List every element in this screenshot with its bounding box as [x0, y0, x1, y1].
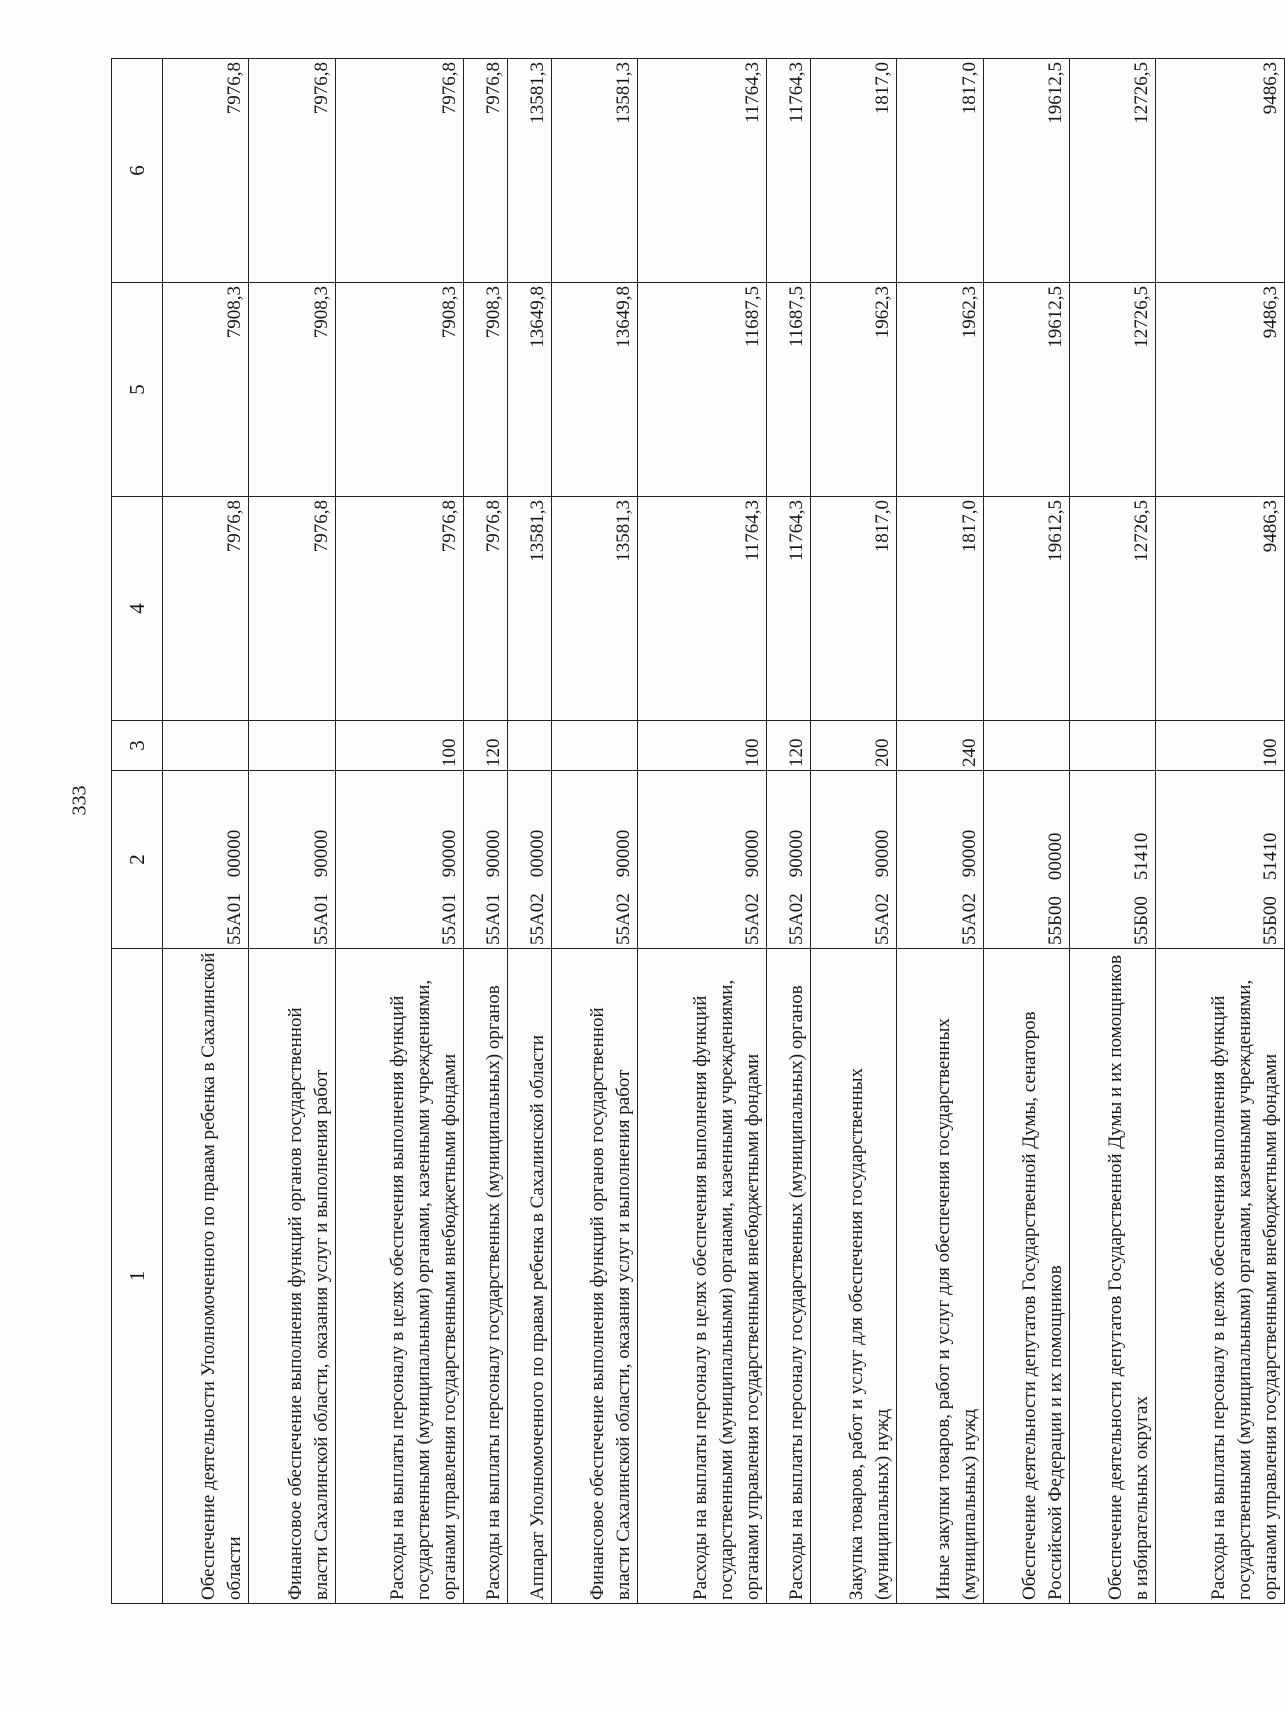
expense-type-code: 120 [464, 721, 508, 771]
amount-col6: 19612,5 [983, 59, 1069, 283]
column-header: 3 [112, 721, 163, 771]
table-row [983, 59, 1069, 1604]
amount-col4: 1817,0 [811, 497, 897, 721]
expense-type-code: 100 [1156, 721, 1285, 771]
target-article-code [638, 771, 767, 949]
code-direction-part: 90000 [786, 829, 808, 878]
amount-col4: 7976,8 [163, 497, 249, 721]
table-row [767, 59, 811, 1604]
code-program-part: 55А02 [613, 893, 635, 945]
table-header-row [112, 59, 163, 1604]
amount-col6: 1817,0 [897, 59, 983, 283]
code-program-part: 55А02 [786, 893, 808, 945]
column-header: 4 [112, 497, 163, 721]
amount-col4: 19612,5 [983, 497, 1069, 721]
amount-col4: 7976,8 [464, 497, 508, 721]
row-name: Расходы на выплаты персоналу в целях обеспечения выполнения функций государственными (муниципальными) органами, казенными учреждениями, органами управления государственными внебюджетными фондами [638, 949, 767, 1604]
expense-type-code: 100 [638, 721, 767, 771]
table-row [335, 59, 464, 1604]
amount-col6: 7976,8 [335, 59, 464, 283]
target-article-code [508, 771, 552, 949]
amount-col5: 1962,3 [897, 283, 983, 497]
expense-type-code [508, 721, 552, 771]
code-direction-part: 90000 [310, 829, 332, 878]
amount-col5: 7908,3 [163, 283, 249, 497]
expense-type-code [163, 721, 249, 771]
expense-type-code: 240 [897, 721, 983, 771]
amount-col4: 12726,5 [1069, 497, 1155, 721]
table-row [638, 59, 767, 1604]
amount-col6: 11764,3 [767, 59, 811, 283]
code-program-part: 55А01 [224, 893, 246, 945]
table-row [811, 59, 897, 1604]
expense-type-code: 200 [811, 721, 897, 771]
row-name: Финансовое обеспечение выполнения функций органов государственной власти Сахалинской области, оказания услуг и выполнения работ [552, 949, 638, 1604]
row-name: Иные закупки товаров, работ и услуг для обеспечения государственных (муниципальных) нужд [897, 949, 983, 1604]
amount-col4: 9486,3 [1156, 497, 1285, 721]
row-name: Аппарат Уполномоченного по правам ребенка в Сахалинской области [508, 949, 552, 1604]
row-name: Закупка товаров, работ и услуг для обеспечения государственных (муниципальных) нужд [811, 949, 897, 1604]
target-article-code [552, 771, 638, 949]
code-direction-part: 00000 [224, 829, 246, 878]
row-name: Расходы на выплаты персоналу государственных (муниципальных) органов [767, 949, 811, 1604]
code-program-part: 55А02 [527, 893, 549, 945]
amount-col5: 9486,3 [1156, 283, 1285, 497]
target-article-code [1069, 771, 1155, 949]
amount-col5: 7908,3 [464, 283, 508, 497]
column-header: 6 [112, 59, 163, 283]
target-article-code [335, 771, 464, 949]
row-name: Расходы на выплаты персоналу государственных (муниципальных) органов [464, 949, 508, 1604]
code-program-part: 55А01 [310, 893, 332, 945]
amount-col6: 13581,3 [508, 59, 552, 283]
amount-col5: 13649,8 [508, 283, 552, 497]
amount-col5: 19612,5 [983, 283, 1069, 497]
code-program-part: 55А01 [439, 893, 461, 945]
amount-col4: 13581,3 [552, 497, 638, 721]
table-row [897, 59, 983, 1604]
code-direction-part: 51410 [1131, 832, 1153, 881]
target-article-code [897, 771, 983, 949]
amount-col5: 12726,5 [1069, 283, 1155, 497]
amount-col6: 7976,8 [249, 59, 335, 283]
row-name: Обеспечение деятельности депутатов Государственной Думы, сенаторов Российской Федерации и их помощников [983, 949, 1069, 1604]
code-direction-part: 90000 [613, 829, 635, 878]
amount-col6: 1817,0 [811, 59, 897, 283]
amount-col4: 7976,8 [335, 497, 464, 721]
row-name: Финансовое обеспечение выполнения функций органов государственной власти Сахалинской области, оказания услуг и выполнения работ [249, 949, 335, 1604]
code-direction-part: 90000 [742, 829, 764, 878]
amount-col6: 7976,8 [464, 59, 508, 283]
code-direction-part: 90000 [483, 829, 505, 878]
code-program-part: 55А02 [958, 893, 980, 945]
target-article-code [1156, 771, 1285, 949]
code-direction-part: 90000 [958, 829, 980, 878]
amount-col6: 9486,3 [1156, 59, 1285, 283]
table-row [163, 59, 249, 1604]
expense-type-code: 100 [335, 721, 464, 771]
rotated-page-content [111, 59, 1285, 1604]
code-direction-part: 90000 [439, 829, 461, 878]
expense-type-code [249, 721, 335, 771]
amount-col5: 11687,5 [638, 283, 767, 497]
row-name: Обеспечение деятельности Уполномоченного по правам ребенка в Сахалинской области [163, 949, 249, 1604]
amount-col6: 11764,3 [638, 59, 767, 283]
target-article-code [811, 771, 897, 949]
code-program-part: 55А02 [742, 893, 764, 945]
target-article-code [163, 771, 249, 949]
column-header: 5 [112, 283, 163, 497]
row-name: Расходы на выплаты персоналу в целях обеспечения выполнения функций государственными (муниципальными) органами, казенными учреждениями, органами управления государственными внебюджетными фондами [335, 949, 464, 1604]
table-row [464, 59, 508, 1604]
expense-type-code [983, 721, 1069, 771]
code-direction-part: 00000 [527, 829, 549, 878]
amount-col4: 7976,8 [249, 497, 335, 721]
code-direction-part: 51410 [1260, 832, 1281, 881]
target-article-code [767, 771, 811, 949]
column-header: 1 [112, 949, 163, 1604]
amount-col4: 13581,3 [508, 497, 552, 721]
table-row [508, 59, 552, 1604]
expense-type-code [552, 721, 638, 771]
amount-col5: 7908,3 [335, 283, 464, 497]
amount-col5: 13649,8 [552, 283, 638, 497]
amount-col5: 11687,5 [767, 283, 811, 497]
code-program-part: 55Б00 [1131, 896, 1153, 945]
amount-col4: 11764,3 [767, 497, 811, 721]
table-row [249, 59, 335, 1604]
amount-col4: 1817,0 [897, 497, 983, 721]
table-row [552, 59, 638, 1604]
amount-col6: 7976,8 [163, 59, 249, 283]
expense-type-code: 120 [767, 721, 811, 771]
table-row [1069, 59, 1155, 1604]
code-program-part: 55А01 [483, 893, 505, 945]
row-name: Расходы на выплаты персоналу в целях обеспечения выполнения функций государственными (муниципальными) органами, казенными учреждениями, органами управления государственными внебюджетными фондами [1156, 949, 1285, 1604]
code-program-part: 55Б00 [1260, 896, 1281, 945]
code-direction-part: 00000 [1044, 832, 1066, 881]
target-article-code [983, 771, 1069, 949]
table-row [1156, 59, 1285, 1604]
code-program-part: 55А02 [872, 893, 894, 945]
amount-col6: 12726,5 [1069, 59, 1155, 283]
amount-col5: 7908,3 [249, 283, 335, 497]
amount-col6: 13581,3 [552, 59, 638, 283]
code-direction-part: 90000 [872, 829, 894, 878]
amount-col5: 1962,3 [811, 283, 897, 497]
target-article-code [464, 771, 508, 949]
column-header: 2 [112, 771, 163, 949]
budget-table [111, 58, 1285, 1604]
amount-col4: 11764,3 [638, 497, 767, 721]
target-article-code [249, 771, 335, 949]
code-program-part: 55Б00 [1044, 896, 1066, 945]
row-name: Обеспечение деятельности депутатов Государственной Думы и их помощников в избирательных округах [1069, 949, 1155, 1604]
expense-type-code [1069, 721, 1155, 771]
page-number: 333 [68, 785, 91, 816]
